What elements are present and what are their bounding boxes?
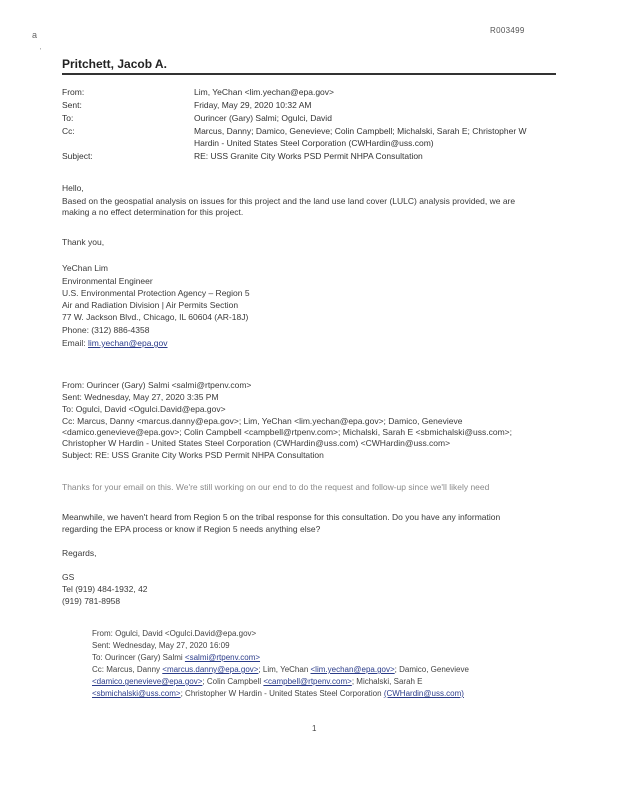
fwd2-to	[92, 652, 260, 663]
fwd1-from: From: Ourincer (Gary) Salmi <salmi@rtpenv.com>	[62, 380, 252, 390]
signature-phone: Phone: (312) 886-4358	[62, 325, 150, 335]
signature-name: YeChan Lim	[62, 263, 108, 273]
signature-division: Air and Radiation Division | Air Permits Section	[62, 300, 239, 310]
fwd2-cc1-email1[interactable]: <marcus.danny@epa.gov>	[162, 665, 259, 674]
fwd2-cc-line3	[92, 688, 464, 699]
signature-address: 77 W. Jackson Blvd., Chicago, IL 60604 (AR-18J)	[62, 312, 249, 322]
bates-number: R003499	[490, 26, 525, 35]
from-value: Lim, YeChan <lim.yechan@epa.gov>	[194, 87, 334, 97]
fwd2-cc2-mid: ; Colin Campbell	[202, 677, 262, 686]
fwd1-body-line3: regarding the EPA process or know if Region 5 needs anything else?	[62, 524, 321, 534]
fwd1-sent: Sent: Wednesday, May 27, 2020 3:35 PM	[62, 392, 219, 402]
page-number: 1	[312, 724, 317, 733]
mailbox-owner: Pritchett, Jacob A.	[62, 57, 167, 71]
cc-value-line1: Marcus, Danny; Damico, Genevieve; Colin Campbell; Michalski, Sarah E; Christopher W	[194, 126, 527, 136]
sent-value: Friday, May 29, 2020 10:32 AM	[194, 100, 312, 110]
fwd2-from: From: Ogulci, David <Ogulci.David@epa.gov>	[92, 629, 257, 638]
cc-label: Cc:	[62, 126, 75, 136]
fwd2-cc3-email2[interactable]: (CWHardin@uss.com)	[383, 689, 464, 698]
fwd1-to: To: Ogulci, David <Ogulci.David@epa.gov>	[62, 404, 226, 414]
fwd2-cc2-email2[interactable]: <campbell@rtpenv.com>	[263, 677, 352, 686]
signature-email-label: Email:	[62, 338, 86, 348]
signature-title: Environmental Engineer	[62, 276, 153, 286]
fwd2-cc2-suffix: ; Michalski, Sarah E	[351, 677, 423, 686]
reply-para-line1: Based on the geospatial analysis on issues for this project and the land use land cover (LULC) analysis provided, we are	[62, 196, 516, 206]
fwd2-to-email[interactable]: <salmi@rtpenv.com>	[184, 653, 261, 662]
fwd1-subject: Subject: RE: USS Granite City Works PSD Permit NHPA Consultation	[62, 450, 324, 460]
reply-thanks: Thank you,	[62, 237, 105, 247]
fwd1-sig-initials: GS	[62, 572, 75, 582]
margin-mark: a	[32, 30, 38, 40]
subject-value: RE: USS Granite City Works PSD Permit NHPA Consultation	[194, 151, 423, 161]
fwd2-sent: Sent: Wednesday, May 27, 2020 16:09	[92, 641, 230, 650]
subject-label: Subject:	[62, 151, 93, 161]
fwd1-body-line2: Meanwhile, we haven't heard from Region 5 on the tribal response for this consultation. Do you have any information	[62, 512, 501, 522]
fwd1-cc-line3: Christopher W Hardin - United States Steel Corporation (CWHardin@uss.com) <CWHardin@uss.com>	[62, 438, 451, 448]
fwd2-cc1-email2[interactable]: <lim.yechan@epa.gov>	[310, 665, 395, 674]
fwd2-cc1-prefix: Cc: Marcus, Danny	[92, 665, 161, 674]
fwd2-cc-line1	[92, 664, 469, 675]
fwd1-cc-line1: Cc: Marcus, Danny <marcus.danny@epa.gov>; Lim, YeChan <lim.yechan@epa.gov>; Damico, Genevieve	[62, 416, 463, 426]
fwd2-cc1-suffix: ; Damico, Genevieve	[394, 665, 469, 674]
from-label: From:	[62, 87, 85, 97]
fwd1-sig-phone1: Tel (919) 484-1932, 42	[62, 584, 148, 594]
header-rule	[62, 73, 556, 75]
fwd2-cc-line2	[92, 676, 423, 687]
fwd2-cc1-mid: ; Lim, YeChan	[258, 665, 309, 674]
cc-value-line2: Hardin - United States Steel Corporation (CWHardin@uss.com)	[194, 138, 434, 148]
to-value: Ourincer (Gary) Salmi; Ogulci, David	[194, 113, 332, 123]
signature-email-link[interactable]: lim.yechan@epa.gov	[88, 338, 168, 348]
fwd1-regards: Regards,	[62, 548, 97, 558]
reply-para-line2: making a no effect determination for this project.	[62, 207, 244, 217]
scan-speck: '	[40, 48, 42, 55]
fwd1-sig-phone2: (919) 781-8958	[62, 596, 121, 606]
signature-email-line	[62, 338, 168, 349]
signature-agency: U.S. Environmental Protection Agency – Region 5	[62, 288, 250, 298]
fwd2-cc3-email1[interactable]: <sbmichalski@uss.com>	[92, 689, 181, 698]
fwd2-cc3-mid: ; Christopher W Hardin - United States Steel Corporation	[180, 689, 382, 698]
fwd2-to-prefix: To: Ourincer (Gary) Salmi	[92, 653, 183, 662]
reply-greeting: Hello,	[62, 183, 84, 193]
fwd1-cc-line2: <damico.genevieve@epa.gov>; Colin Campbell <campbell@rtpenv.com>; Michalski, Sarah E <sbmichalski@uss.com>;	[62, 427, 512, 437]
fwd1-body-line1: Thanks for your email on this. We're still working on our end to do the request and follow-up since we'll likely need	[62, 482, 490, 492]
to-label: To:	[62, 113, 74, 123]
fwd2-cc2-email1[interactable]: <damico.genevieve@epa.gov>	[92, 677, 203, 686]
sent-label: Sent:	[62, 100, 82, 110]
